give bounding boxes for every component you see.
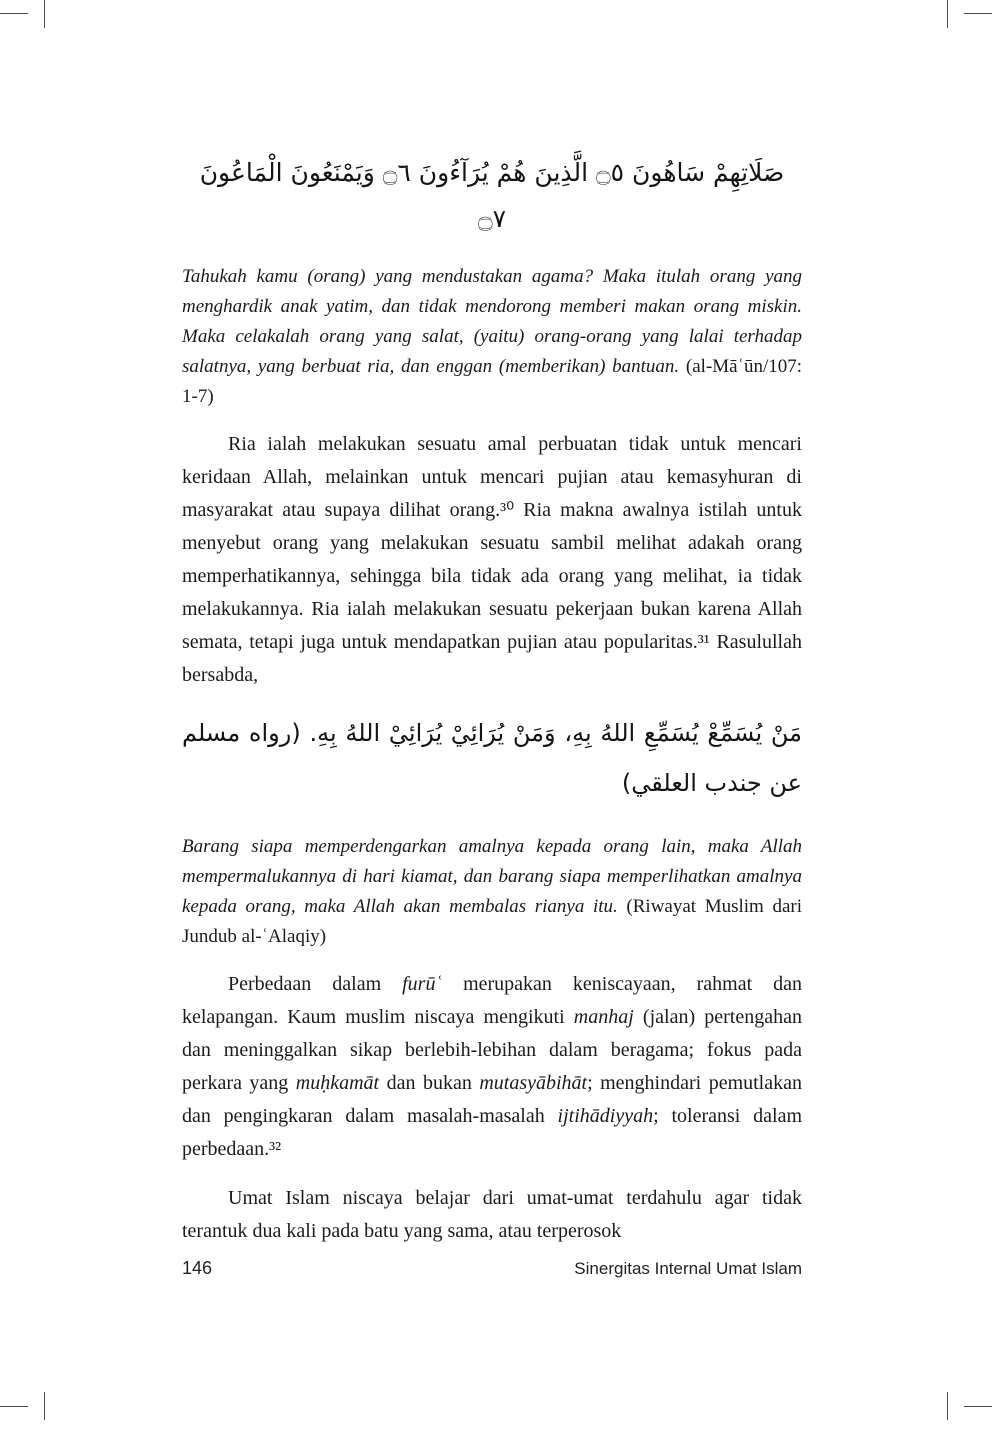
paragraph-umat-islam: Umat Islam niscaya belajar dari umat-umat terdahulu agar tidak terantuk dua kali pada batu yang sama, atau terperosok bbox=[182, 1187, 802, 1242]
crop-mark-top-left-vertical bbox=[44, 0, 45, 28]
paragraph-perbedaan: Perbedaan dalam furūʿ merupakan keniscayaan, rahmat dan kelapangan. Kaum muslim niscaya mengikuti manhaj (jalan) pertengahan dan meninggalkan sikap berlebih-lebihan dalam beragama; fokus pada perkara yang muḥkamāt dan bukan mutasyābihāt; menghindari pemutlakan dan pengingkaran dalam masalah-masalah ijtihādiyyah; toleransi dalam perbedaan.³² bbox=[182, 973, 802, 1160]
crop-mark-top-right-horizontal bbox=[964, 13, 992, 14]
paragraph-ria: Ria ialah melakukan sesuatu amal perbuatan tidak untuk mencari keridaan Allah, melainkan untuk mencari pujian atau kemasyhuran di masyarakat atau supaya dilihat orang.³⁰ Ria makna awalnya istilah untuk menyebut orang yang melakukan sesuatu sambil melihat adakah orang memperhatikannya, sehingga bila tidak ada orang yang melihat, ia tidak melakukannya. Ria ialah melakukan sesuatu pekerjaan bukan karena Allah semata, tetapi juga untuk mendapatkan pujian atau popularitas.³¹ Rasulullah bersabda, bbox=[182, 433, 802, 686]
crop-mark-bottom-right-vertical bbox=[947, 1392, 948, 1420]
crop-mark-bottom-right-horizontal bbox=[964, 1406, 992, 1407]
quran-translation: Tahukah kamu (orang) yang mendustakan agama? Maka itulah orang yang menghardik anak yatim, dan tidak mendorong memberi makan orang miskin. Maka celakalah orang yang salat, (yaitu) orang-orang yang lalai terhadap salatnya, yang berbuat ria, dan enggan (memberikan) bantuan. (al-Māʿūn/107: 1-7) bbox=[182, 266, 802, 407]
page-content bbox=[182, 150, 802, 1264]
crop-mark-top-right-vertical bbox=[947, 0, 948, 28]
crop-mark-bottom-left-vertical bbox=[44, 1392, 45, 1420]
page-number: 146 bbox=[182, 1258, 213, 1278]
crop-mark-top-left-horizontal bbox=[0, 13, 28, 14]
hadith-translation: Barang siapa memperdengarkan amalnya kepada orang lain, maka Allah mempermalukannya di hari kiamat, dan barang siapa memperlihatkan amalnya kepada orang, maka Allah akan membalas rianya itu. (Riwayat Muslim dari Jundub al-ʿAlaqiy) bbox=[182, 836, 802, 947]
page-footer bbox=[182, 1258, 802, 1279]
crop-mark-bottom-left-horizontal bbox=[0, 1406, 28, 1407]
running-title: Sinergitas Internal Umat Islam bbox=[574, 1259, 802, 1278]
quran-verse-arabic: صَلَاتِهِمْ سَاهُونَ ۝٥ الَّذِينَ هُمْ يُرَآءُونَ ۝٦ وَيَمْنَعُونَ الْمَاعُونَ ۝٧ bbox=[199, 158, 785, 233]
hadith-arabic: مَنْ يُسَمِّعْ يُسَمِّعِ اللهُ بِهِ، وَمَنْ يُرَائِيْ يُرَائِيْ اللهُ بِهِ. (رواه مسلم عن جندب العلقي) bbox=[182, 719, 802, 797]
